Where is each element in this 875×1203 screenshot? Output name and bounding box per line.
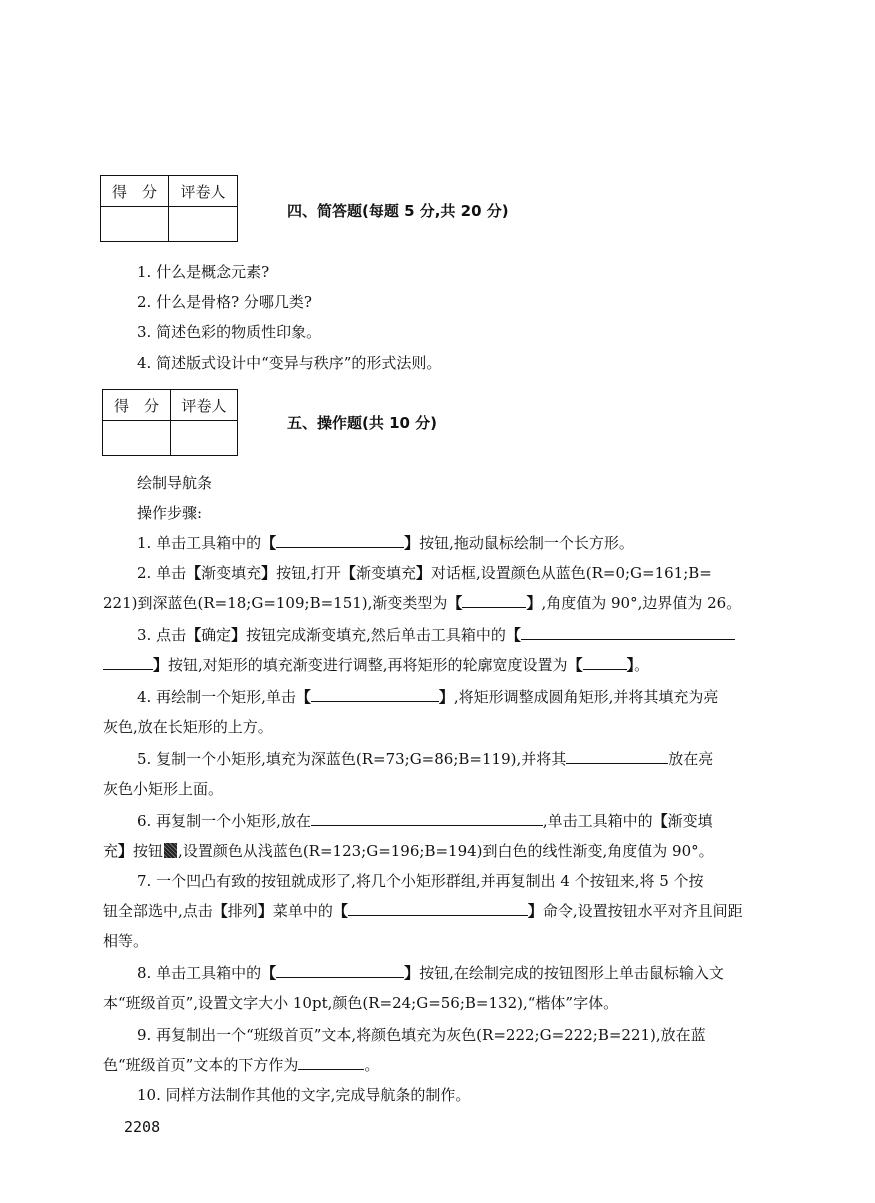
step-7-line-2: 钮全部选中,点击【排列】菜单中的【 】命令,设置按钮水平对齐且间距	[103, 902, 743, 920]
step-2-line-2: 221)到深蓝色(R=18;G=109;B=151),渐变类型为【 】,角度值为 90°,边界值为 26。	[103, 594, 742, 612]
answer-blank	[348, 901, 528, 916]
step-3-line-2: 】按钮,对矩形的填充渐变进行调整,再将矩形的轮廓宽度设置为【 】。	[103, 655, 649, 675]
question-3: 3. 简述色彩的物质性印象。	[137, 323, 322, 341]
answer-blank	[276, 533, 404, 548]
step-8-line-2: 本“班级首页”,设置文字大小 10pt,颜色(R=24;G=56;B=132),“楷体”字体。	[103, 994, 619, 1012]
grader-label: 评卷人	[171, 390, 238, 421]
steps-label: 操作步骤:	[137, 504, 203, 522]
step-10: 10. 同样方法制作其他的文字,完成导航条的制作。	[137, 1086, 471, 1104]
step-4-line-2: 灰色,放在长矩形的上方。	[103, 718, 273, 736]
step-6-line-2: 充】按钮 ,设置颜色从浅蓝色(R=123;G=196;B=194)到白色的线性渐变,角度值为 90°。	[103, 842, 714, 860]
step-4-line-1: 4. 再绘制一个矩形,单击【 】,将矩形调整成圆角矩形,并将其填充为亮	[137, 688, 719, 706]
score-cell	[101, 207, 169, 242]
section-5-title: 五、操作题(共 10 分)	[287, 414, 438, 432]
answer-blank	[521, 625, 735, 640]
task-heading: 绘制导航条	[137, 474, 213, 492]
gradient-fill-icon	[164, 843, 177, 858]
section-4-title: 四、简答题(每题 5 分,共 20 分)	[287, 202, 509, 220]
step-5-line-2: 灰色小矩形上面。	[103, 780, 224, 798]
score-label: 得 分	[101, 176, 169, 207]
answer-blank	[566, 749, 668, 764]
answer-blank	[103, 655, 153, 670]
step-7-line-3: 相等。	[103, 932, 149, 950]
question-4: 4. 简述版式设计中“变异与秩序”的形式法则。	[137, 354, 442, 372]
page-number: 2208	[124, 1118, 161, 1136]
step-8-line-1: 8. 单击工具箱中的【 】按钮,在绘制完成的按钮图形上单击鼠标输入文	[137, 964, 724, 982]
answer-blank	[462, 593, 526, 608]
answer-blank	[311, 687, 439, 702]
answer-blank	[583, 655, 627, 670]
grader-cell	[169, 207, 238, 242]
score-box-1	[100, 175, 238, 242]
step-9-line-2: 色“班级首页”文本的下方作为 。	[103, 1056, 380, 1074]
grader-label: 评卷人	[169, 176, 238, 207]
score-cell	[103, 421, 171, 456]
question-2: 2. 什么是骨格? 分哪几类?	[137, 293, 312, 311]
answer-blank	[276, 963, 404, 978]
score-label: 得 分	[103, 390, 171, 421]
step-7-line-1: 7. 一个凹凸有致的按钮就成形了,将几个小矩形群组,并再复制出 4 个按钮来,将 5 个按	[137, 872, 704, 890]
step-6-line-1: 6. 再复制一个小矩形,放在 ,单击工具箱中的【渐变填	[137, 812, 713, 830]
step-9-line-1: 9. 再复制出一个“班级首页”文本,将颜色填充为灰色(R=222;G=222;B=221),放在蓝	[137, 1026, 706, 1044]
step-2-line-1: 2. 单击【渐变填充】按钮,打开【渐变填充】对话框,设置颜色从蓝色(R=0;G=161;B=	[137, 564, 712, 582]
question-1: 1. 什么是概念元素?	[137, 263, 270, 281]
step-3-line-1: 3. 点击【确定】按钮完成渐变填充,然后单击工具箱中的【	[137, 625, 735, 645]
step-1: 1. 单击工具箱中的【 】按钮,拖动鼠标绘制一个长方形。	[137, 534, 634, 552]
grader-cell	[171, 421, 238, 456]
answer-blank	[311, 811, 543, 826]
step-5-line-1: 5. 复制一个小矩形,填充为深蓝色(R=73;G=86;B=119),并将其 放在亮	[137, 750, 714, 768]
score-box-2	[102, 389, 238, 456]
answer-blank	[298, 1055, 364, 1070]
